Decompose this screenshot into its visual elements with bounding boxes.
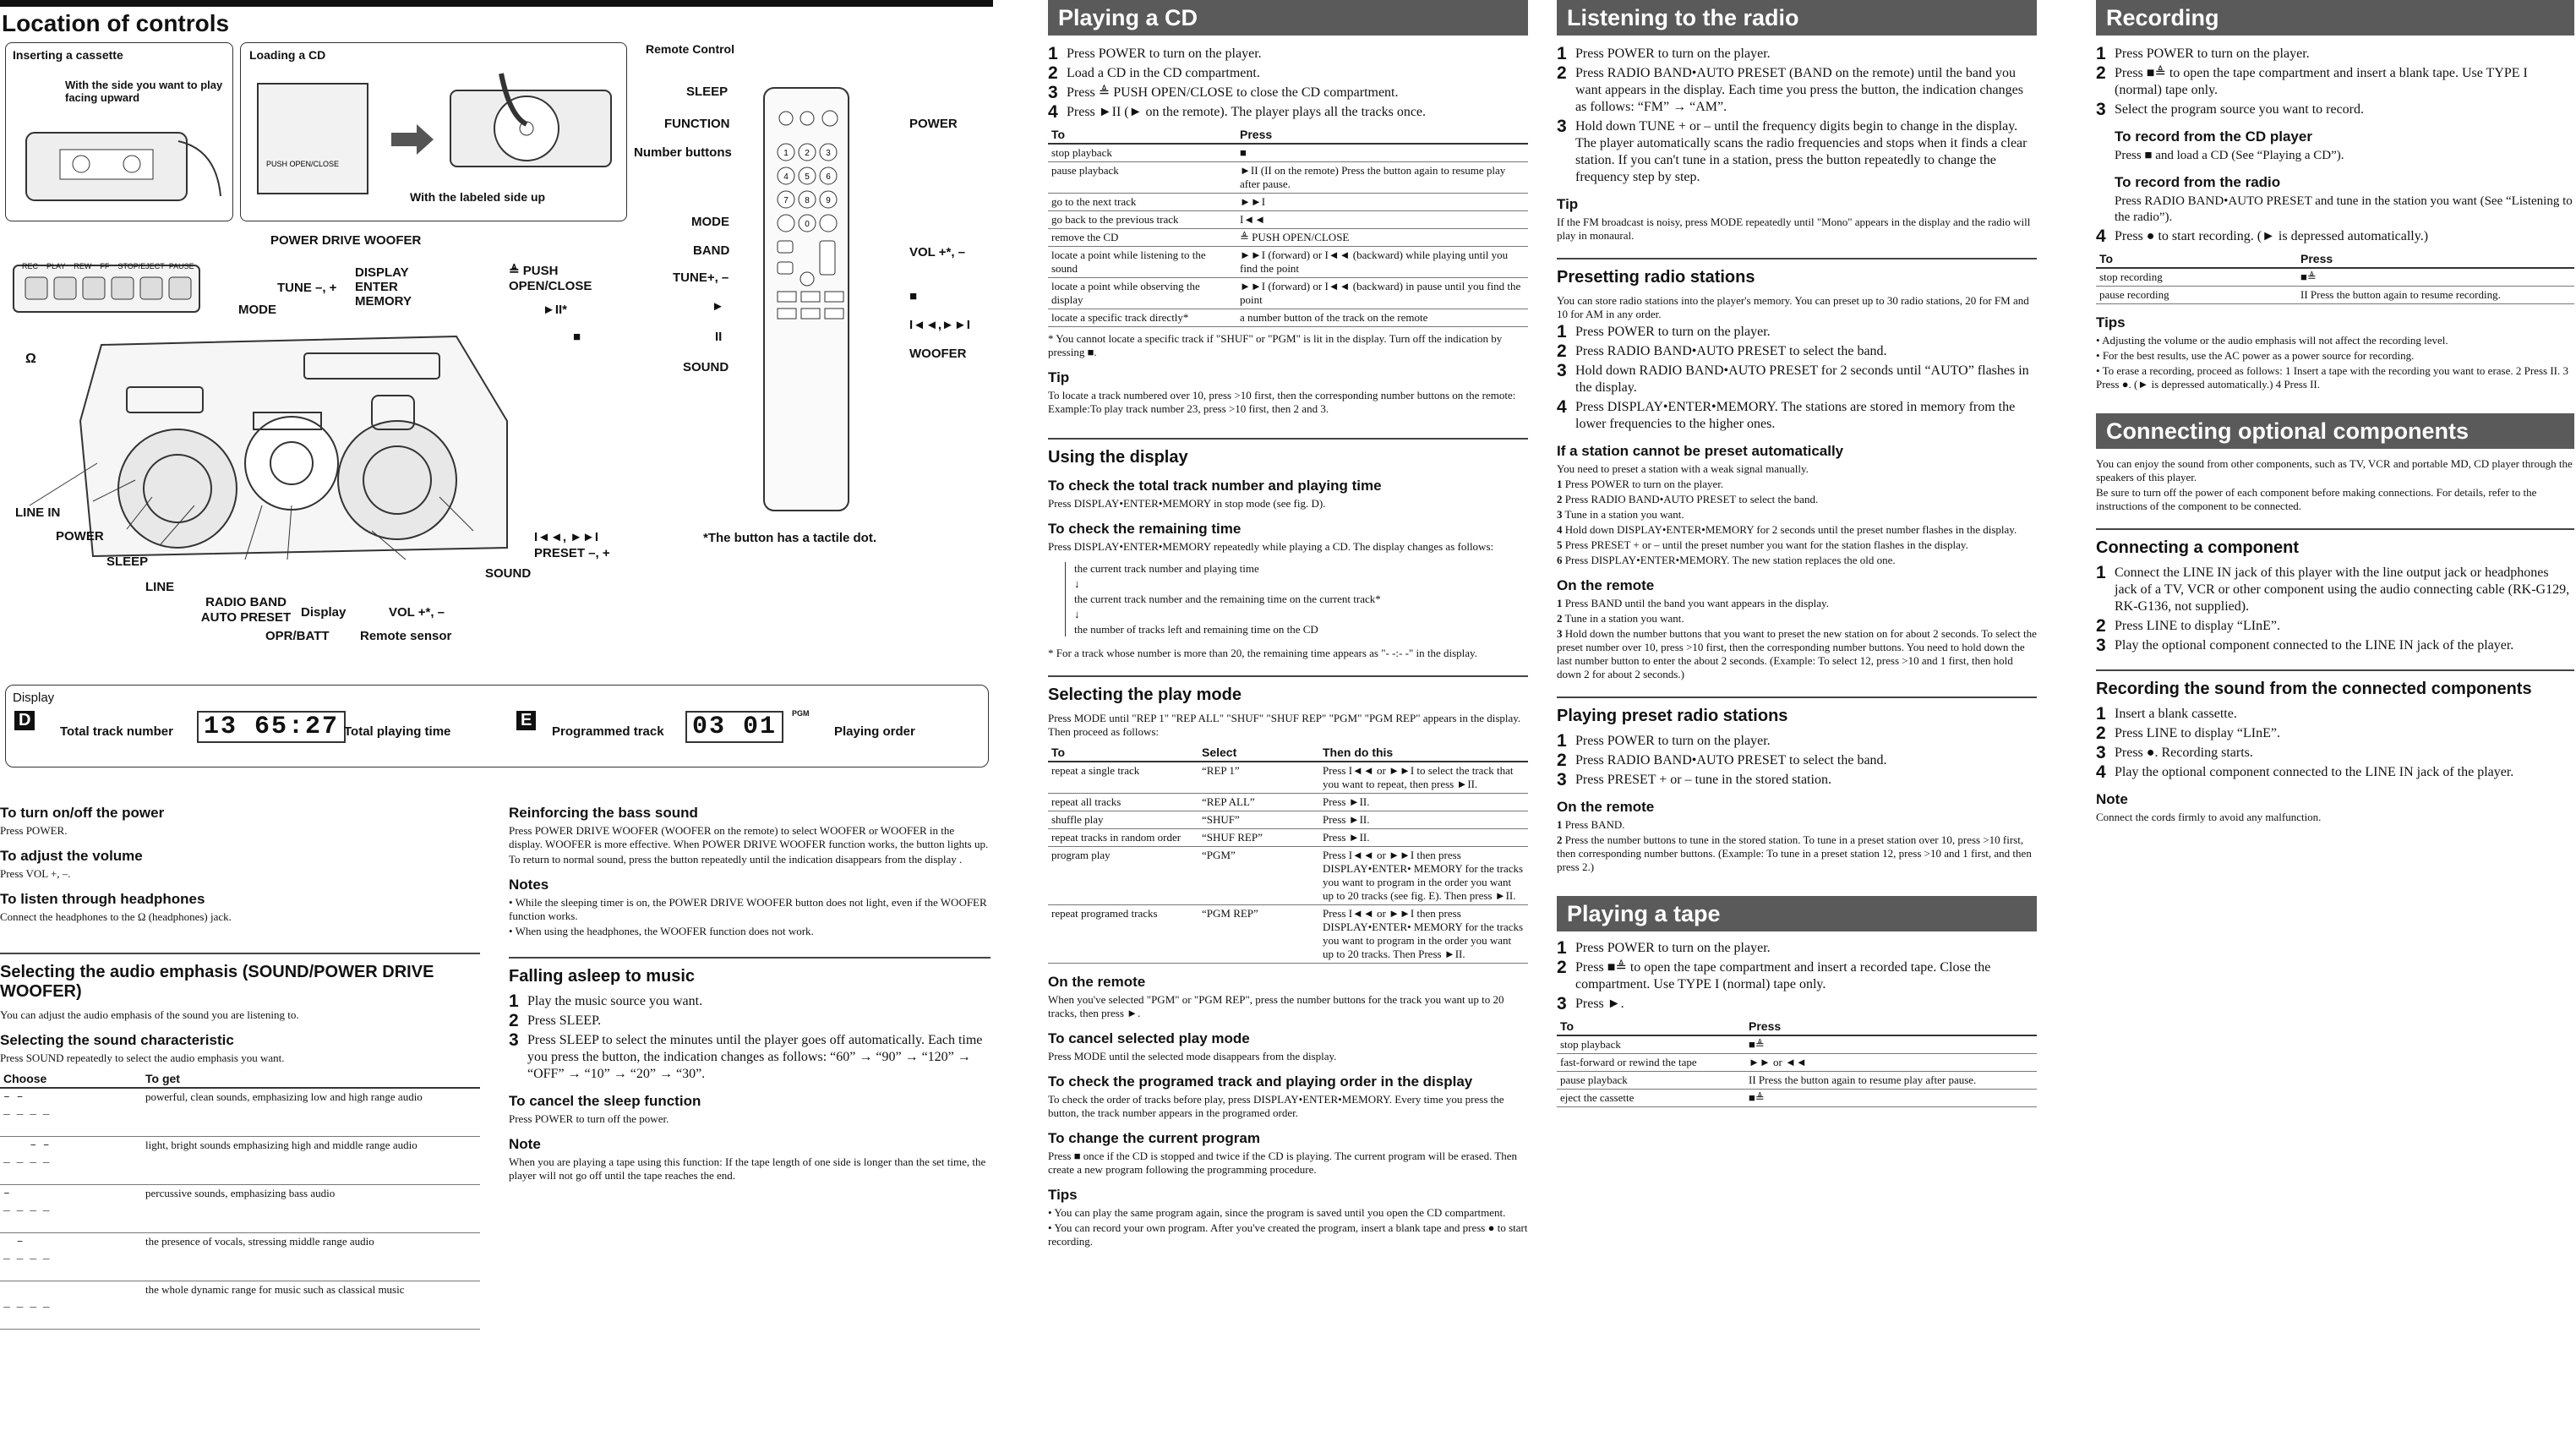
playpreset-remote-heading: On the remote [1557,799,1655,815]
cd-col-press: Press [1236,126,1528,144]
power-text: Press POWER. [0,824,68,837]
preset-step-1: 1 Press POWER to turn on the player. [1557,322,1771,341]
mode-col-then: Then do this [1319,744,1528,762]
remote-label-sound: SOUND [683,360,729,374]
table-row: repeat tracks in random order “SHUF REP” Press ►II. [1048,829,1528,847]
connect-r-step-4: 4 Play the optional component connected to the LINE IN jack of the player. [2096,762,2514,782]
preset-remote-heading: On the remote [1557,577,1655,593]
bass-note-2: • When using the headphones, the WOOFER function does not work. [509,925,814,937]
flow-step-3: the number of tracks left and remaining time on the CD [1074,623,1318,636]
remote-title: Remote Control [646,42,734,56]
svg-text:PUSH OPEN/CLOSE: PUSH OPEN/CLOSE [266,160,340,168]
svg-text:4: 4 [783,172,789,182]
label-push-open: ≜ PUSH OPEN/CLOSE [509,264,592,293]
display-e-right: Playing order [834,724,915,739]
preset-weak-6: 6 Press DISPLAY•ENTER•MEMORY. The new station replaces the old one. [1557,554,1896,566]
tape-table [1557,1018,2037,1107]
label-woofer: POWER DRIVE WOOFER [270,233,422,248]
cd-illustration [248,65,619,209]
preset-heading: Presetting radio stations [1557,258,2037,287]
sleep-cancel-text: Press POWER to turn off the power. [509,1112,669,1125]
remote-label-power: POWER [909,117,958,131]
cd-note: With the labeled side up [410,190,546,204]
controls-title: Location of controls [2,10,230,36]
table-row: stop playback ■ [1048,144,1528,162]
display-d-left: Total track number [60,724,173,739]
mode-change-text: Press ■ once if the CD is stopped and twice if the CD is playing. The current program will be erased. Then create a new program following the programming procedure. [1048,1150,1518,1176]
headphone-icon: Ω [25,352,36,366]
sound-col-get: To get [142,1070,480,1088]
flow-arrow-2: ↓ [1074,608,1080,620]
mode-intro: Press MODE until "REP 1" "REP ALL" "SHUF" "SHUF REP" "PGM" "PGM REP" appears in the display. Then proceed as follows: [1048,712,1521,738]
rec-heading: Recording [2096,0,2574,36]
connect-step-2: 2 Press LINE to display “LInE”. [2096,616,2280,636]
tape-col-to: To [1557,1018,1745,1035]
display-title: Display [13,691,55,705]
preset-weak-3: 3 Tune in a station you want. [1557,508,1684,521]
label-sleep: SLEEP [106,554,149,569]
svg-text:7: 7 [783,196,789,205]
rec-radio-heading: To record from the radio [2115,174,2281,190]
playpreset-heading: Playing preset radio stations [1557,696,2037,726]
preset-remote-3: 3 Hold down the number buttons that you want to preset the new station on for about 2 seconds. To select the preset number over 10, press >10 first, then the corresponding number buttons. You need to hold down the last number button to enter the about 2 seconds. (Example: To select 12, press >10 and 1 first, then hold down 2 for about 2 seconds.) [1557,627,2037,680]
remote-label-function: FUNCTION [664,117,730,131]
preset-weak-2: 2 Press RADIO BAND•AUTO PRESET to select the band. [1557,493,1819,505]
label-display: Display [301,605,347,620]
cd-table [1048,126,1528,327]
label-tape-keys [22,262,194,270]
sound-sub-text: Press SOUND repeatedly to select the audio emphasis you want. [0,1052,285,1064]
connect-r-step-2: 2 Press LINE to display “LInE”. [2096,724,2280,743]
display-e-left: Programmed track [552,724,664,739]
key-rew: REW [74,262,92,270]
connect-c-heading: Connecting a component [2096,528,2574,558]
table-row: – _ _ _ _ percussive sounds, emphasizing bass audio [0,1185,480,1233]
cd-column [1048,0,1528,1250]
recording-column [2096,0,2574,826]
connect-intro-1: You can enjoy the sound from other components, such as TV, VCR and portable MD, CD player through the speakers of this player. [2096,457,2573,483]
playpreset-remote-1: 1 Press BAND. [1557,818,1625,831]
cd-box-title: Loading a CD [249,48,326,62]
rec-step-1: 1 Press POWER to turn on the player. [2096,44,2310,63]
rec-cd-text: Press ■ and load a CD (See “Playing a CD”). [2115,149,2344,162]
connect-note-text: Connect the cords firmly to avoid any malfunction. [2096,811,2322,823]
table-row: – – _ _ _ _ light, bright sounds emphasizing high and middle range audio [0,1137,480,1185]
remote-label-tune: TUNE+, – [673,270,729,285]
cassette-box [5,42,233,221]
remote-label-sleep: SLEEP [686,85,729,99]
flow-step-2: the current track number and the remaining time on the current track* [1074,593,1381,605]
table-row: program play “PGM” Press I◄◄ or ►►I then press DISPLAY•ENTER• MEMORY for the tracks you want to program in the order you want up to 20 tracks (see fig. E). Then press ►II. [1048,847,1528,905]
tape-heading: Playing a tape [1557,896,2037,931]
connect-r-step-3: 3 Press ●. Recording starts. [2096,743,2253,762]
connect-note-heading: Note [2096,791,2128,807]
label-sound: SOUND [485,566,532,581]
sleep-step-3: 3 Press SLEEP to select the minutes until the player goes off automatically. Each time you press the button, the indication changes as follows: “60” → “90” → “120” → “OFF” → “10” → “20” → “30”. [509,1030,983,1081]
bass-text-2: To return to normal sound, press the button repeatedly until the indication disappears from the display . [509,853,963,866]
preset-weak-1: 1 Press POWER to turn on the player. [1557,478,1724,490]
key-rec: REC [22,262,39,270]
label-line-in: LINE IN [15,505,61,520]
table-row: pause recording II Press the button again to resume recording. [2096,287,2574,304]
mode-cancel-text: Press MODE until the selected mode disappears from the display. [1048,1050,1337,1062]
remote-label-band: BAND [693,243,730,258]
mode-check-text: To check the order of tracks before play, press DISPLAY•ENTER•MEMORY. Every time you press the button, the track number appears in the programed order. [1048,1093,1504,1119]
table-row: stop playback ■≜ [1557,1035,2037,1054]
bass-sleep-section [509,795,991,1184]
cd-step-2: 2 Load a CD in the CD compartment. [1048,63,1260,83]
volume-text: Press VOL +, –. [0,867,71,880]
label-vol: VOL +*, – [389,605,445,620]
mode-tip-1: • You can play the same program again, since the program is saved until you open the CD compartment. [1048,1206,1506,1219]
table-row: locate a specific track directly* a number button of the track on the remote [1048,309,1528,327]
radio-step-1: 1 Press POWER to turn on the player. [1557,44,1771,63]
display-box [5,685,989,767]
table-row: – _ _ _ _ the presence of vocals, stressing middle range audio [0,1233,480,1281]
rec-tip-2: • For the best results, use the AC power as a power source for recording. [2096,349,2415,362]
basics-section [0,795,480,1330]
mode-tip-2: • You can record your own program. After you've created the program, insert a blank tape and press ● to start recording. [1048,1221,1528,1248]
rec-step-4: 4 Press ● to start recording. (► is depressed automatically.) [2096,227,2429,246]
rec-tips-heading: Tips [2096,314,2126,330]
sound-intro: You can adjust the audio emphasis of the sound you are listening to. [0,1008,299,1021]
svg-text:9: 9 [826,196,831,205]
radio-column [1557,0,2037,1107]
tape-col-press: Press [1745,1018,2037,1035]
key-pause: PAUSE [168,262,194,270]
power-heading: To turn on/off the power [0,805,165,821]
remote-label-number-buttons: Number buttons [634,145,732,160]
label-line: LINE [145,580,175,594]
key-play: PLAY [46,262,66,270]
cassette-illustration [9,116,229,217]
lcd-d-digits: 13 65:27 [197,711,346,743]
display-e-pgm: PGM [792,709,810,718]
rec-col-to: To [2096,250,2297,268]
sound-table [0,1070,480,1330]
remote-label-skip: I◄◄,►►I [909,318,970,332]
connect-step-1: 1 Connect the LINE IN jack of this player with the line output jack or headphones jack of a TV, VCR or other component using the audio connecting cable (RK-G129, RK-G136, not supplied). [2096,563,2570,614]
radio-heading: Listening to the radio [1557,0,2037,36]
key-ff: FF [100,262,110,270]
svg-text:1: 1 [783,149,789,158]
playpreset-step-2: 2 Press RADIO BAND•AUTO PRESET to select the band. [1557,751,1887,770]
preset-weak-5: 5 Press PRESET + or – until the preset number you want for the station flashes in the display. [1557,538,1968,551]
display-e-letter: E [516,711,536,730]
sleep-heading: Falling asleep to music [509,957,991,986]
label-power: POWER [56,529,104,544]
connect-step-3: 3 Play the optional component connected to the LINE IN jack of the player. [2096,636,2514,655]
table-row: repeat programed tracks “PGM REP” Press I◄◄ or ►►I then press DISPLAY•ENTER• MEMORY for the tracks you want to program in the order you want up to 20 tracks. Then Press ►II. [1048,905,1528,964]
cd-col-to: To [1048,126,1236,144]
mode-col-select: Select [1198,744,1319,762]
bass-notes-heading: Notes [509,877,549,893]
cd-tip-text: To locate a track numbered over 10, press >10 first, then the corresponding number buttons on the remote: Example:To play track number 23, press >10 first, then 2 and 3. [1048,389,1516,415]
tape-step-1: 1 Press POWER to turn on the player. [1557,938,1771,958]
label-play-pause: ►II* [543,303,568,317]
remote-illustration [761,85,854,524]
label-display-enter: DISPLAY ENTER MEMORY [355,265,412,309]
mode-heading: Selecting the play mode [1048,675,1528,705]
svg-text:3: 3 [826,149,831,158]
table-row: repeat all tracks “REP ALL” Press ►II. [1048,794,1528,811]
preset-remote-2: 2 Tune in a station you want. [1557,612,1684,625]
playpreset-remote-2: 2 Press the number buttons to tune in the stored station. To tune in a preset station over 10, press >10 first, then corresponding number buttons. (Example: To tune in a preset station 12, press >10 and 1 first, and then press 2.) [1557,833,2032,873]
sleep-step-2: 2 Press SLEEP. [509,1011,602,1030]
sleep-cancel-heading: To cancel the sleep function [509,1093,701,1109]
rec-cd-heading: To record from the CD player [2115,128,2312,145]
table-row: locate a point while listening to the sound ►►I (forward) or I◄◄ (backward) while playing until you find the point [1048,247,1528,278]
mode-cancel-heading: To cancel selected play mode [1048,1030,1250,1046]
label-radio-band: RADIO BAND AUTO PRESET [200,595,292,625]
cassette-box-title: Inserting a cassette [13,48,123,62]
cd-step-4: 4 Press ►II (► on the remote). The player plays all the tracks once. [1048,102,1427,122]
rec-tip-3: • To erase a recording, proceed as follows: 1 Insert a tape with the recording you want to erase. 2 Press II. 3 Press ●. (► is depressed automatically.) 4 Press II. [2096,364,2568,391]
preset-intro: You can store radio stations into the player's memory. You can preset up to 30 radio stations, 20 for FM and 10 for AM in any order. [1557,294,2029,320]
connect-heading: Connecting optional components [2096,413,2574,449]
headphones-text: Connect the headphones to the Ω (headphones) jack. [0,910,232,923]
cassette-note: With the side you want to play facing upward [65,79,223,104]
table-row: go to the next track ►►I [1048,194,1528,211]
table-row: repeat a single track “REP 1” Press I◄◄ or ►►I to select the track that you want to repeat, then press ►II. [1048,762,1528,794]
sound-sub-heading: Selecting the sound characteristic [0,1032,234,1048]
sleep-note-text: When you are playing a tape using this function: If the tape length of one side is longer than the set time, the player will not go off until the tape reaches the end. [509,1155,986,1182]
svg-text:5: 5 [805,172,810,182]
lcd-e-digits: 03 01 [685,711,783,743]
display-e-lcd [685,711,783,743]
svg-text:8: 8 [805,196,810,205]
table-row: _ _ _ _ the whole dynamic range for music such as classical music [0,1281,480,1330]
preset-step-3: 3 Hold down RADIO BAND•AUTO PRESET for 2 seconds until “AUTO” flashes in the display. [1557,361,2029,395]
label-opr-batt: OPR/BATT [265,629,330,643]
cd-footnote: * You cannot locate a specific track if "SHUF" or "PGM" is lit in the display. Turn off the indication by pressing ■. [1048,332,1503,358]
table-row: remove the CD ≜ PUSH OPEN/CLOSE [1048,229,1528,247]
boombox-illustration [0,227,541,582]
remote-label-woofer: WOOFER [909,347,967,361]
preset-weak-intro: You need to preset a station with a weak signal manually. [1557,462,1809,475]
cd-box [240,42,627,221]
remote-label-mode: MODE [691,215,729,229]
rec-radio-text: Press RADIO BAND•AUTO PRESET and tune in the station you want (See “Listening to the radio”). [2115,194,2573,224]
cd-step-1: 1 Press POWER to turn on the player. [1048,44,1262,63]
display-s2-text: Press DISPLAY•ENTER•MEMORY repeatedly while playing a CD. The display changes as follows: [1048,540,1494,553]
preset-step-2: 2 Press RADIO BAND•AUTO PRESET to select the band. [1557,341,1887,361]
sound-heading: Selecting the audio emphasis (SOUND/POWER DRIVE WOOFER) [0,953,480,1002]
key-stop-eject: STOP/EJECT [117,262,165,270]
preset-weak-heading: If a station cannot be preset automatically [1557,443,1844,459]
bass-text-1: Press POWER DRIVE WOOFER (WOOFER on the remote) to select WOOFER or WOOFER in the display. WOOFER is more effective. When POWER DRIVE WOOFER function works, the button lights up. [509,824,989,850]
bass-heading: Reinforcing the bass sound [509,805,698,821]
display-d-right: Total playing time [344,724,451,739]
mode-table [1048,744,1528,964]
remote-label-pause: II [715,330,723,344]
connect-intro-2: Be sure to turn off the power of each component before making connections. For details, refer to the instructions of the component to be connected. [2096,486,2537,512]
preset-step-4: 4 Press DISPLAY•ENTER•MEMORY. The stations are stored in memory from the lower frequencies to the higher ones. [1557,397,2016,431]
controls-column [0,0,993,1309]
rec-table [2096,250,2574,304]
playpreset-step-3: 3 Press PRESET + or – tune in the stored station. [1557,770,1831,789]
mode-remote-text: When you've selected "PGM" or "PGM REP", press the number buttons for the track you want up to 20 tracks, then press ►. [1048,993,1504,1019]
bass-note-1: • While the sleeping timer is on, the POWER DRIVE WOOFER button does not light, even if the WOOFER function works. [509,896,987,922]
label-tune: TUNE –, + [277,281,337,295]
mode-col-to: To [1048,744,1198,762]
display-d-lcd [197,711,346,743]
sleep-note-heading: Note [509,1136,541,1152]
table-row: locate a point while observing the display ►►I (forward) or I◄◄ (backward) in pause until you find the point [1048,278,1528,309]
display-heading: Using the display [1048,438,1528,467]
label-mode: MODE [238,303,276,317]
flow-arrow-1: ↓ [1074,577,1080,590]
table-row: eject the cassette ■≜ [1557,1090,2037,1107]
table-row: pause playback ►II (II on the remote) Press the button again to resume play after pause. [1048,162,1528,194]
rec-step-3: 3 Select the program source you want to record. [2096,100,2365,119]
connect-r-heading: Recording the sound from the connected components [2096,669,2574,699]
remote-label-play: ► [712,299,724,314]
mode-change-heading: To change the current program [1048,1130,1260,1146]
flow-step-1: the current track number and playing time [1074,562,1259,575]
radio-tip-heading: Tip [1557,196,1579,212]
sleep-step-1: 1 Play the music source you want. [509,991,703,1011]
table-row: shuffle play “SHUF” Press ►II. [1048,811,1528,829]
label-remote-sensor: Remote sensor [360,629,452,643]
radio-step-2: 2 Press RADIO BAND•AUTO PRESET (BAND on the remote) until the band you want appears in the display. Each time you press the button, the indication changes as follows: “FM” → “AM”. [1557,63,2023,114]
cd-heading: Playing a CD [1048,0,1528,36]
display-s2-heading: To check the remaining time [1048,521,1242,537]
label-stop: ■ [573,330,581,344]
radio-step-3: 3 Hold down TUNE + or – until the frequency digits begin to change in the display. The player automatically scans the radio frequencies and stops when it finds a clear station. If you can't tune in a station, press the button repeatedly to change the frequency step by step. [1557,117,2028,184]
tactile-note: *The button has a tactile dot. [703,531,877,545]
cd-step-3: 3 Press ≜ PUSH OPEN/CLOSE to close the CD compartment. [1048,83,1399,102]
preset-weak-4: 4 Hold down DISPLAY•ENTER•MEMORY for 2 seconds until the preset number flashes in the display. [1557,523,2017,536]
tape-step-3: 3 Press ►. [1557,994,1624,1013]
mode-tips-heading: Tips [1048,1187,1078,1203]
table-row: fast-forward or rewind the tape ►► or ◄◄ [1557,1054,2037,1072]
table-row: stop recording ■≜ [2096,268,2574,287]
playpreset-step-1: 1 Press POWER to turn on the player. [1557,731,1771,751]
display-s1-text: Press DISPLAY•ENTER•MEMORY in stop mode (see fig. D). [1048,497,1326,510]
mode-remote-heading: On the remote [1048,974,1146,990]
remote-label-vol: VOL +*, – [909,245,966,259]
display-footnote: * For a track whose number is more than 20, the remaining time appears as "- -:- -" in the display. [1048,647,1477,659]
table-row: – – _ _ _ _ powerful, clean sounds, emphasizing low and high range audio [0,1088,480,1137]
sound-col-choose: Choose [0,1070,142,1088]
top-rule [0,0,993,7]
cd-tip-heading: Tip [1048,369,1070,385]
display-s1-heading: To check the total track number and playing time [1048,478,1382,494]
radio-tip-text: If the FM broadcast is noisy, press MODE repeatedly until "Mono" appears in the display and the radio will play in monaural. [1557,216,2031,242]
mode-check-heading: To check the programed track and playing order in the display [1048,1073,1473,1090]
preset-remote-1: 1 Press BAND until the band you want appears in the display. [1557,597,1829,609]
svg-text:6: 6 [826,172,831,182]
rec-col-press: Press [2297,250,2574,268]
volume-heading: To adjust the volume [0,848,143,864]
table-row: go back to the previous track I◄◄ [1048,211,1528,229]
headphones-heading: To listen through headphones [0,891,205,907]
svg-text:0: 0 [805,220,810,229]
tape-step-2: 2 Press ■≜ to open the tape compartment and insert a recorded tape. Close the compartment. Use TYPE I (normal) tape only. [1557,958,1991,991]
display-d-letter: D [14,711,35,730]
rec-tip-1: • Adjusting the volume or the audio emphasis will not affect the recording level. [2096,334,2448,347]
rec-step-2: 2 Press ■≜ to open the tape compartment and insert a blank tape. Use TYPE I (normal) tape only. [2096,63,2528,97]
label-preset: I◄◄, ►►I PRESET –, + [534,530,610,560]
remote-label-stop: ■ [909,289,918,303]
svg-text:2: 2 [805,149,810,158]
display-flow [1065,562,1528,636]
table-row: pause playback II Press the button again to resume play after pause. [1557,1072,2037,1090]
connect-r-step-1: 1 Insert a blank cassette. [2096,704,2237,724]
